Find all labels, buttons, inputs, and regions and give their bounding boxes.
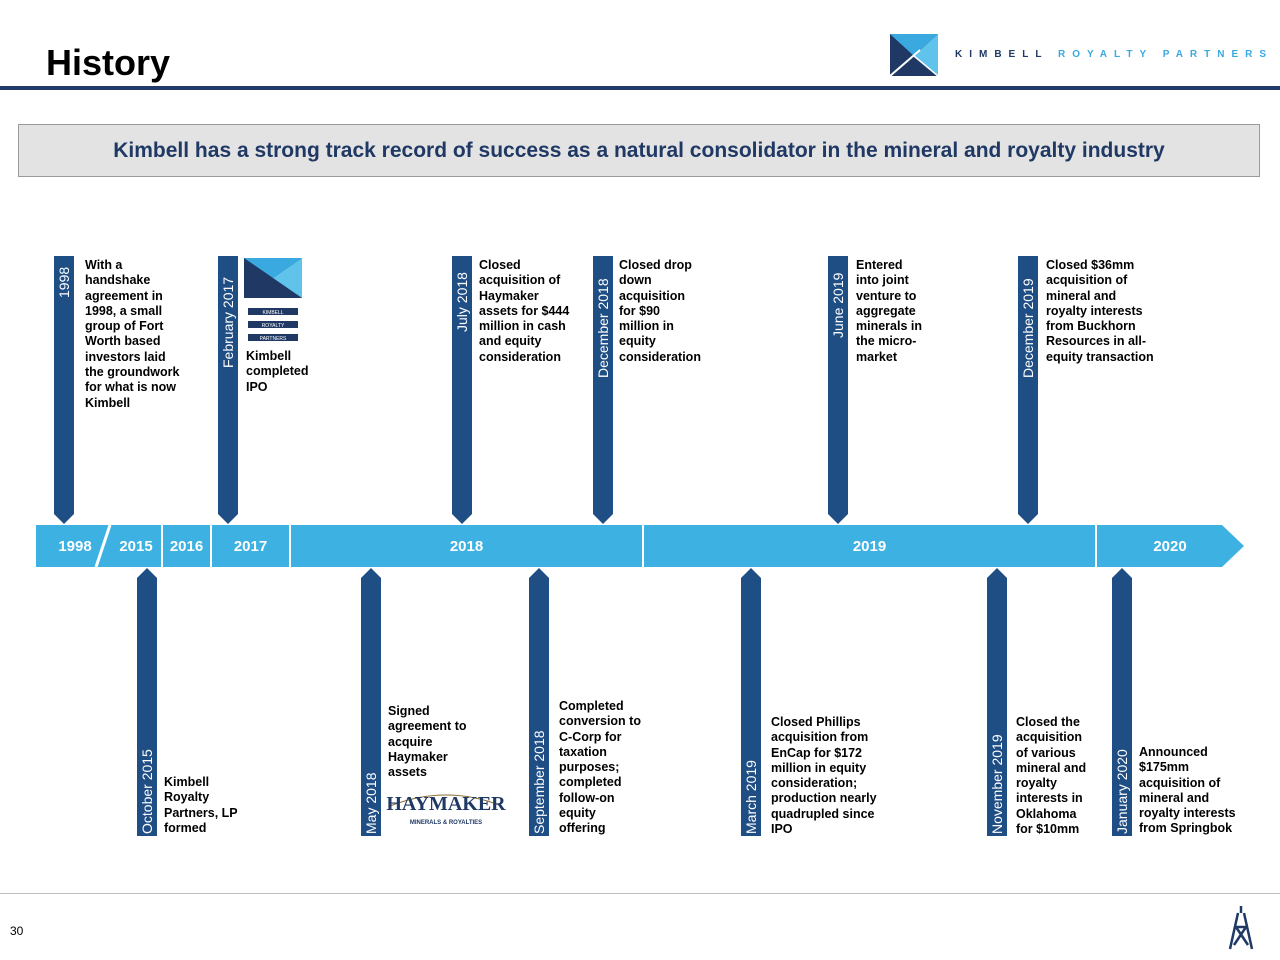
logo-line: ROYALTY bbox=[261, 323, 285, 329]
pin-may-2018 bbox=[361, 578, 381, 836]
pin-jul-2018 bbox=[452, 256, 472, 514]
pin-jun-2019 bbox=[828, 256, 848, 514]
timeline-bar bbox=[0, 525, 1280, 567]
page-number: 30 bbox=[10, 924, 24, 938]
summary-banner: Kimbell has a strong track record of success as a natural consolidator in the mineral and royalty industry bbox=[18, 124, 1260, 177]
pin-dec-2018 bbox=[593, 256, 613, 514]
event-text-jun-2019: Entered into joint venture to aggregate minerals in the micro- market bbox=[856, 258, 922, 364]
pin-date: June 2019 bbox=[830, 272, 846, 338]
haymaker-sub: MINERALS & ROYALTIES bbox=[409, 820, 483, 826]
kimbell-logo-small bbox=[244, 258, 302, 342]
pin-date: 1998 bbox=[56, 266, 72, 298]
event-text-nov-2019: Closed the acquisition of various mineral and royalty interests in Oklahoma for $10mm bbox=[1016, 715, 1087, 837]
event-text-dec-2018: Closed drop down acquisition for $90 million in equity consideration bbox=[619, 258, 701, 364]
pin-sep-2018 bbox=[529, 578, 549, 836]
pin-dec-2019 bbox=[1018, 256, 1038, 514]
haymaker-word: HAYMAKER bbox=[386, 793, 506, 815]
pin-date: January 2020 bbox=[1114, 749, 1130, 834]
event-text-dec-2019: Closed $36mm acquisition of mineral and royalty interests from Buckhorn Resources in all- equity transaction bbox=[1046, 258, 1154, 364]
event-text-mar-2019: Closed Phillips acquisition from EnCap for $172 million in equity consideration; production nearly quadrupled since IPO bbox=[771, 715, 877, 837]
pin-date: May 2018 bbox=[363, 772, 379, 834]
timeline-year: 2019 bbox=[852, 537, 887, 555]
logo-word-royalty: ROYALTY PARTNERS bbox=[1058, 49, 1274, 60]
pin-date: September 2018 bbox=[531, 730, 547, 834]
pin-date: October 2015 bbox=[139, 749, 155, 834]
timeline-year: 2020 bbox=[1153, 537, 1187, 555]
pin-feb-2017 bbox=[218, 256, 238, 514]
header-logo-text bbox=[955, 49, 1273, 60]
logo-line: KIMBELL bbox=[262, 310, 284, 316]
pin-date: December 2019 bbox=[1020, 278, 1036, 378]
logo-word-kimbell: KIMBELL bbox=[955, 49, 1049, 60]
oil-rig-icon bbox=[1226, 905, 1256, 951]
pin-date: November 2019 bbox=[989, 734, 1005, 834]
logo-line: PARTNERS bbox=[259, 336, 287, 342]
haymaker-logo bbox=[386, 784, 506, 830]
event-text-sep-2018: Completed conversion to C-Corp for taxation purposes; completed follow-on equity offering bbox=[559, 699, 641, 836]
event-text-may-2018: Signed agreement to acquire Haymaker assets bbox=[388, 704, 467, 780]
timeline-year: 2018 bbox=[449, 537, 484, 555]
event-text-jul-2018: Closed acquisition of Haymaker assets for $444 million in cash and equity consideration bbox=[479, 258, 570, 364]
pin-oct-2015 bbox=[137, 578, 157, 836]
pin-date: March 2019 bbox=[743, 760, 759, 834]
pin-date: July 2018 bbox=[454, 272, 470, 332]
pin-jan-2020 bbox=[1112, 578, 1132, 836]
page-title: History bbox=[46, 42, 171, 83]
pin-1998 bbox=[54, 256, 74, 514]
event-text-feb-2017: Kimbell completed IPO bbox=[246, 349, 309, 394]
event-text-1998: With a handshake agreement in 1998, a small group of Fort Worth based investors laid the groundwork for what is now Kimbell bbox=[85, 258, 180, 410]
pin-date: February 2017 bbox=[220, 276, 236, 368]
event-text-jan-2020: Announced $175mm acquisition of mineral and royalty interests from Springbok bbox=[1139, 745, 1236, 836]
event-text-oct-2015: Kimbell Royalty Partners, LP formed bbox=[164, 775, 238, 835]
timeline-year: 2015 bbox=[119, 537, 153, 555]
title-rule bbox=[0, 86, 1280, 90]
pin-nov-2019 bbox=[987, 578, 1007, 836]
timeline-year: 2017 bbox=[233, 537, 268, 555]
pin-mar-2019 bbox=[741, 578, 761, 836]
timeline-year: 2016 bbox=[169, 537, 204, 555]
timeline-year: 1998 bbox=[58, 537, 92, 555]
footer-rule bbox=[0, 893, 1280, 894]
pin-date: December 2018 bbox=[595, 278, 611, 378]
